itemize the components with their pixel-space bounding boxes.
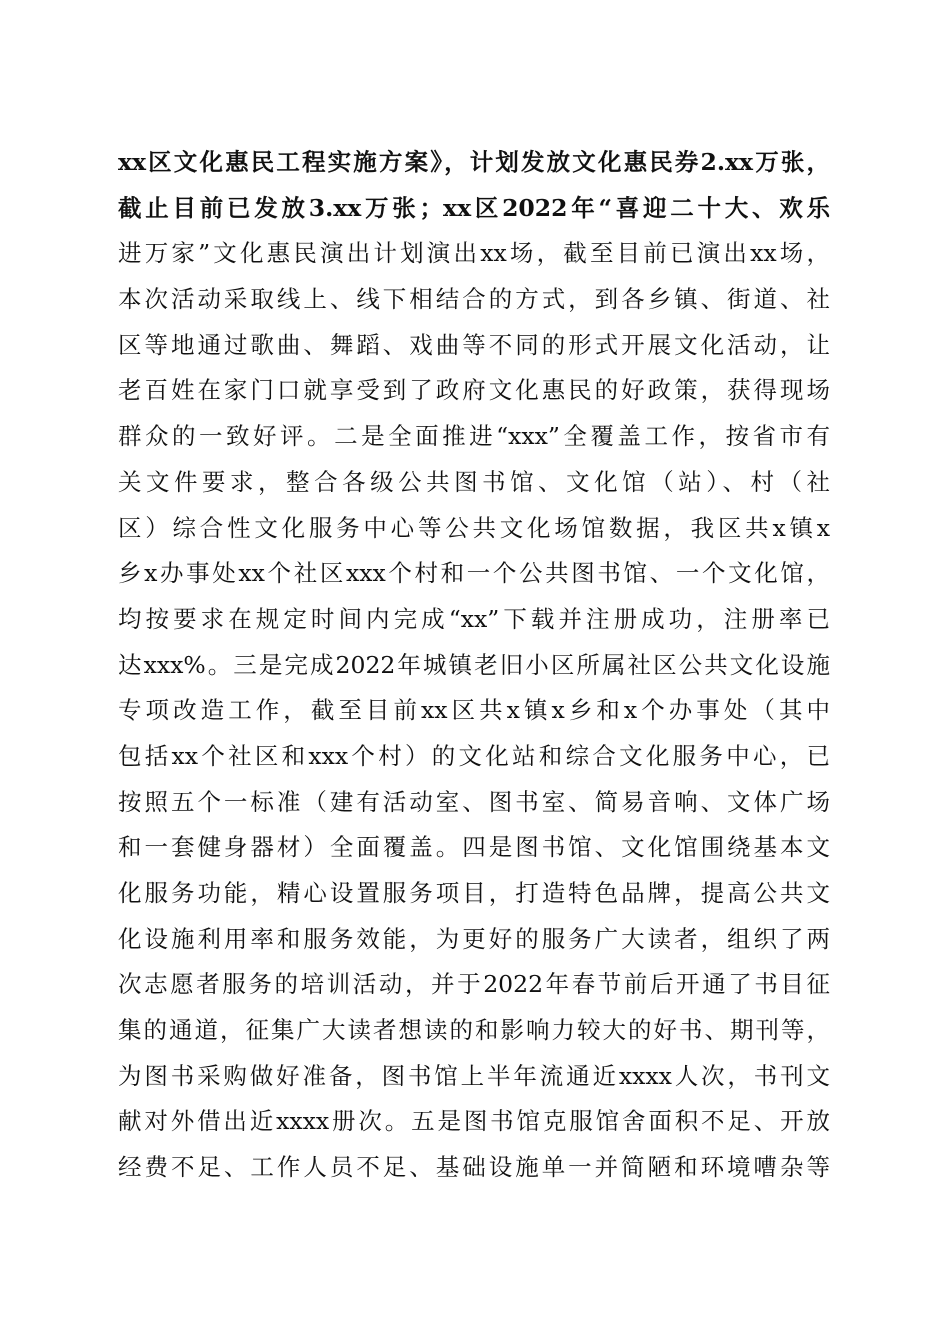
- text-line: 区）综合性文化服务中心等公共文化场馆数据，我区共x镇x: [118, 513, 830, 542]
- text-line: 为图书采购做好准备，图书馆上半年流通近xxxx人次，书刊文: [118, 1061, 830, 1090]
- text-line: 和一套健身器材）全面覆盖。四是图书馆、文化馆围绕基本文: [118, 833, 830, 862]
- text-line: 专项改造工作，截至目前xx区共x镇x乡和x个办事处（其中: [118, 696, 830, 725]
- text-line: 化服务功能，精心设置服务项目，打造特色品牌，提高公共文: [118, 879, 830, 907]
- text-line: 老百姓在家门口就享受到了政府文化惠民的好政策，获得现场: [118, 376, 830, 405]
- text-line: 化设施利用率和服务效能，为更好的服务广大读者，组织了两: [118, 924, 830, 953]
- text-line: 次志愿者服务的培训活动，并于2022年春节前后开通了书目征: [118, 970, 830, 999]
- body-paragraph: [118, 140, 830, 1191]
- text-line: 关文件要求，整合各级公共图书馆、文化馆（站）、村（社: [118, 467, 830, 496]
- text-line: 截止目前已发放3.xx万张；xx区2022年“喜迎二十大、欢乐: [118, 193, 830, 222]
- text-line: 献对外借出近xxxx册次。五是图书馆克服馆舍面积不足、开放: [118, 1107, 830, 1136]
- text-line: 群众的一致好评。二是全面推进“xxx”全覆盖工作，按省市有: [118, 422, 830, 451]
- text-line: 本次活动采取线上、线下相结合的方式，到各乡镇、街道、社: [118, 285, 830, 314]
- text-line: 按照五个一标准（建有活动室、图书室、简易音响、文体广场: [118, 787, 830, 816]
- text-line: 区等地通过歌曲、舞蹈、戏曲等不同的形式开展文化活动，让: [118, 330, 830, 359]
- text-line: 均按要求在规定时间内完成“xx”下载并注册成功，注册率已: [118, 604, 830, 633]
- text-line: 经费不足、工作人员不足、基础设施单一并简陋和环境嘈杂等: [118, 1153, 830, 1182]
- text-line: 集的通道，征集广大读者想读的和影响力较大的好书、期刊等，: [118, 1016, 830, 1045]
- text-line: xx区文化惠民工程实施方案》，计划发放文化惠民券2.xx万张，: [118, 148, 830, 176]
- text-line: 达xxx%。三是完成2022年城镇老旧小区所属社区公共文化设施: [118, 650, 830, 679]
- text-line: 包括xx个社区和xxx个村）的文化站和综合文化服务中心，已: [118, 741, 830, 770]
- text-line: 进万家”文化惠民演出计划演出xx场，截至目前已演出xx场，: [118, 239, 830, 268]
- text-line: 乡x办事处xx个社区xxx个村和一个公共图书馆、一个文化馆，: [118, 559, 830, 588]
